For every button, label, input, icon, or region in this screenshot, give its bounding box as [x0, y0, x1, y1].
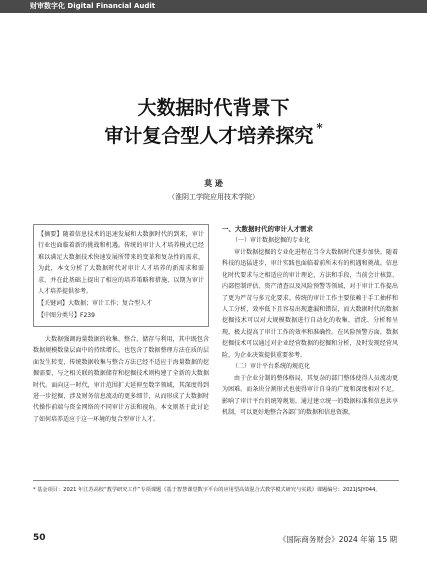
keywords: 【关键词】大数据；审计工作；复合型人才 — [38, 300, 153, 308]
body-paragraph-1: 审计数据挖掘的专业化进程在当今大数据时代逐步加快。随着科技的迅猛进步，审计实践也面临着前所未有的机遇和挑战。信息化时代要求与之相适应的审计理论、方法和手段，当前会计核算、内部控制评估、资产清查以及风险预警等领域，对于审计工作提出了更为严苛与多元化要求。传统的审计工作主要依赖于手工抽样和人工分析，效率低下且容易出现遗漏和错误，而大数据时代的数据挖掘技术可以对大规模数据进行自动化的收集、清洗、分析和呈现，极大提高了审计工作的效率和准确性。在风险预警方面，数据挖掘技术可以通过对企业经营数据的挖掘和分析，及时发现经营风险，为企业决策提供重要参考。 — [222, 249, 398, 359]
article-title-line1: 大数据时代背景下 — [137, 97, 290, 119]
abstract-box — [33, 224, 209, 327]
subsection-heading-2: （二）审计平台系统的规范化 — [232, 363, 311, 371]
intro-paragraph: 大数据强调海量数据的收集、整合、储存与利用，其中既包含数据规模数量层面中的持续增长，也包含了数据整理方法在质的层面发生转变，传统数据收集与整合方法已经不适应于海量数据的挖掘需要，与之相关联的数据储存和挖掘技术则构建了全新的大数据时代。面向这一时代，审计范围扩大延伸至数字领域，其深度得到进一步挖掘，涉及财务信息流动的更多细节，从而形成了大数据时代操作前端与资金网络的不同审计方法和视角。本文则基于此讨论了如何培养适应于这一环境的复合型审计人才。 — [33, 336, 209, 423]
left-column-body — [33, 334, 209, 425]
subsection-heading-1: （一）审计数据挖掘的专业化 — [232, 237, 311, 244]
section-heading-1: 一、大数据时代的审计人才需求 — [222, 225, 313, 233]
author-name: 莫 逊 — [204, 179, 223, 188]
abstract-text: 【摘要】随着信息技术的迅速发展和大数据时代的到来，审计行业也面临着新的挑战和机遇。传统的审计人才培养模式已经难以满足大数据技术快速发展所带来的变革和复杂性的需求，为此，本文分析了大数据时代对审计人才培养的新需求和需求，并在此基础上提出了相应的培养策略和措施，以期为审计人才培养提供参考。 — [38, 231, 204, 296]
body-paragraph-2: 由于企业分制的整体格局，其复杂的部门整体使得人员流动更为困难。而条块分割形式也使得审计自身的广度和深度相对不足，影响了审计平台的统筹规划。通过建立统一的数据标准和信息共享机制，可以更好地整合各部门的数据和信息资源， — [222, 375, 398, 417]
author-affiliation: （淮阴工学院应用技术学院） — [168, 193, 259, 201]
funding-footnote: * 基金项目：2021 年江苏高校“教学研究工作”专项课题《基于智慧课堂数字平台的应用型高效混合式教学模式研究与实践》课题编号：2021JSJY044。 — [33, 487, 381, 493]
section-header-bar — [0, 0, 427, 13]
section-label: 财审数字化 Digital Financial Audit — [30, 2, 156, 10]
journal-citation: 《国际商务财会》2024 年第 15 期 — [278, 535, 397, 544]
title-footnote-marker: * — [316, 121, 323, 135]
right-column — [222, 223, 398, 419]
page-number: 50 — [33, 533, 46, 543]
article-title-line2-text: 审计复合型人才培养探究 — [104, 125, 314, 147]
article-title-line2 — [0, 121, 427, 148]
footnote-divider — [33, 480, 399, 481]
classification-number: 【中图分类号】F239 — [38, 312, 95, 320]
